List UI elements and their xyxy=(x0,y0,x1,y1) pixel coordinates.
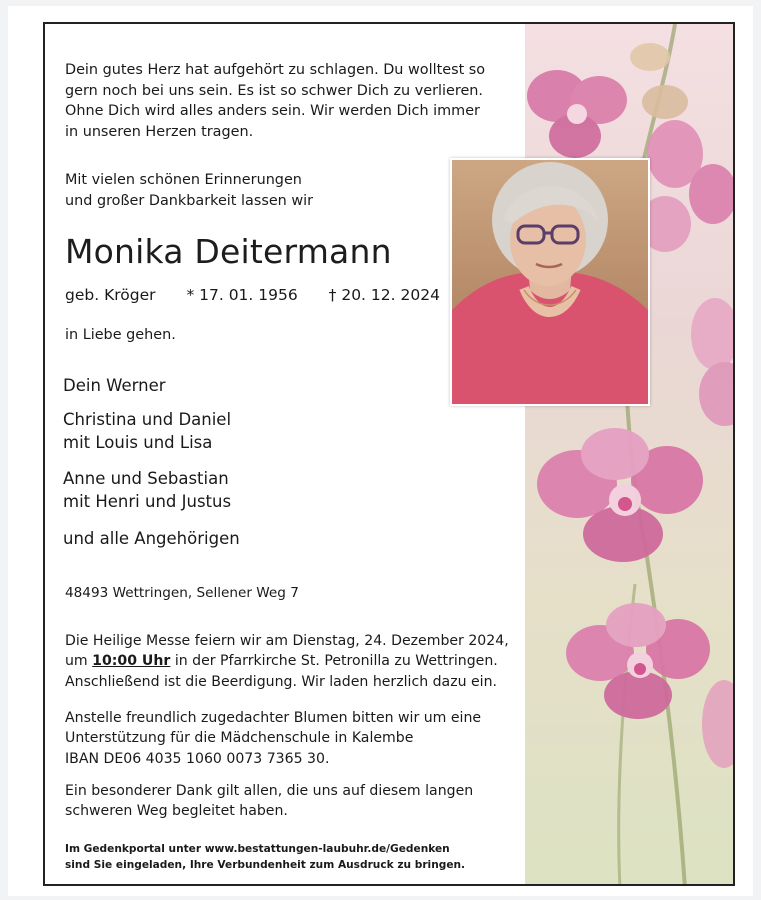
intro-line: gern noch bei uns sein. Es ist so schwer Dich zu verlieren. xyxy=(65,82,483,99)
mass-line xyxy=(65,651,525,671)
memory-line: und großer Dankbarkeit lassen wir xyxy=(65,192,314,209)
mass-time: 10:00 Uhr xyxy=(92,653,171,670)
birth-name: geb. Kröger xyxy=(65,286,156,304)
intro-line: Dein gutes Herz hat aufgehört zu schlagen. Du wolltest so xyxy=(65,62,486,78)
intro-line: in unseren Herzen tragen. xyxy=(65,123,254,140)
in-love-text: in Liebe gehen. xyxy=(65,327,176,343)
family-member: Dein Werner xyxy=(63,376,166,395)
thanks-line: schweren Weg begleitet haben. xyxy=(65,803,288,820)
orchid-illustration xyxy=(525,24,735,886)
family-line: Anne und Sebastian xyxy=(63,469,229,488)
obituary-frame xyxy=(43,22,735,886)
thanks-line: Ein besonderer Dank gilt allen, die uns auf diesem langen xyxy=(65,783,474,799)
mass-location: in der Pfarrkirche St. Petronilla zu Wettringen. xyxy=(170,653,498,670)
family-group xyxy=(63,408,423,454)
deceased-name: Monika Deitermann xyxy=(65,232,392,271)
memory-text xyxy=(65,170,445,211)
donation-info xyxy=(65,708,525,769)
thanks-text xyxy=(65,781,525,822)
donation-line: Anstelle freundlich zugedachter Blumen bitten wir um eine xyxy=(65,710,482,726)
death-date: † 20. 12. 2024 xyxy=(328,286,440,304)
mass-info xyxy=(65,631,525,692)
mass-line: Die Heilige Messe feiern wir am Dienstag, 24. Dezember 2024, xyxy=(65,633,509,649)
life-dates xyxy=(65,286,466,304)
orchid-panel xyxy=(525,24,735,886)
family-line: mit Louis und Lisa xyxy=(63,433,213,452)
family-group xyxy=(63,467,423,513)
family-line: Christina und Daniel xyxy=(63,410,232,429)
footer-line: Im Gedenkportal unter www.bestattungen-laubuhr.de/Gedenken xyxy=(65,843,450,855)
mass-prefix: um xyxy=(65,653,93,670)
memorial-portal-note xyxy=(65,842,485,873)
footer-line: sind Sie eingeladen, Ihre Verbundenheit zum Ausdruck zu bringen. xyxy=(65,858,466,871)
mass-line: Anschließend ist die Beerdigung. Wir laden herzlich dazu ein. xyxy=(65,673,497,690)
portrait-photo xyxy=(452,160,648,404)
intro-line: Ohne Dich wird alles anders sein. Wir werden Dich immer xyxy=(65,103,480,119)
obituary-sheet xyxy=(8,6,753,896)
intro-verse xyxy=(65,60,495,142)
address: 48493 Wettringen, Sellener Weg 7 xyxy=(65,585,299,601)
family-line: mit Henri und Justus xyxy=(63,492,232,511)
donation-line: Unterstützung für die Mädchenschule in Kalembe xyxy=(65,730,414,747)
portrait-frame xyxy=(450,158,650,406)
memory-line: Mit vielen schönen Erinnerungen xyxy=(65,172,302,188)
birth-date: * 17. 01. 1956 xyxy=(186,286,298,304)
family-member: und alle Angehörigen xyxy=(63,529,240,548)
iban: IBAN DE06 4035 1060 0073 7365 30. xyxy=(65,750,330,767)
